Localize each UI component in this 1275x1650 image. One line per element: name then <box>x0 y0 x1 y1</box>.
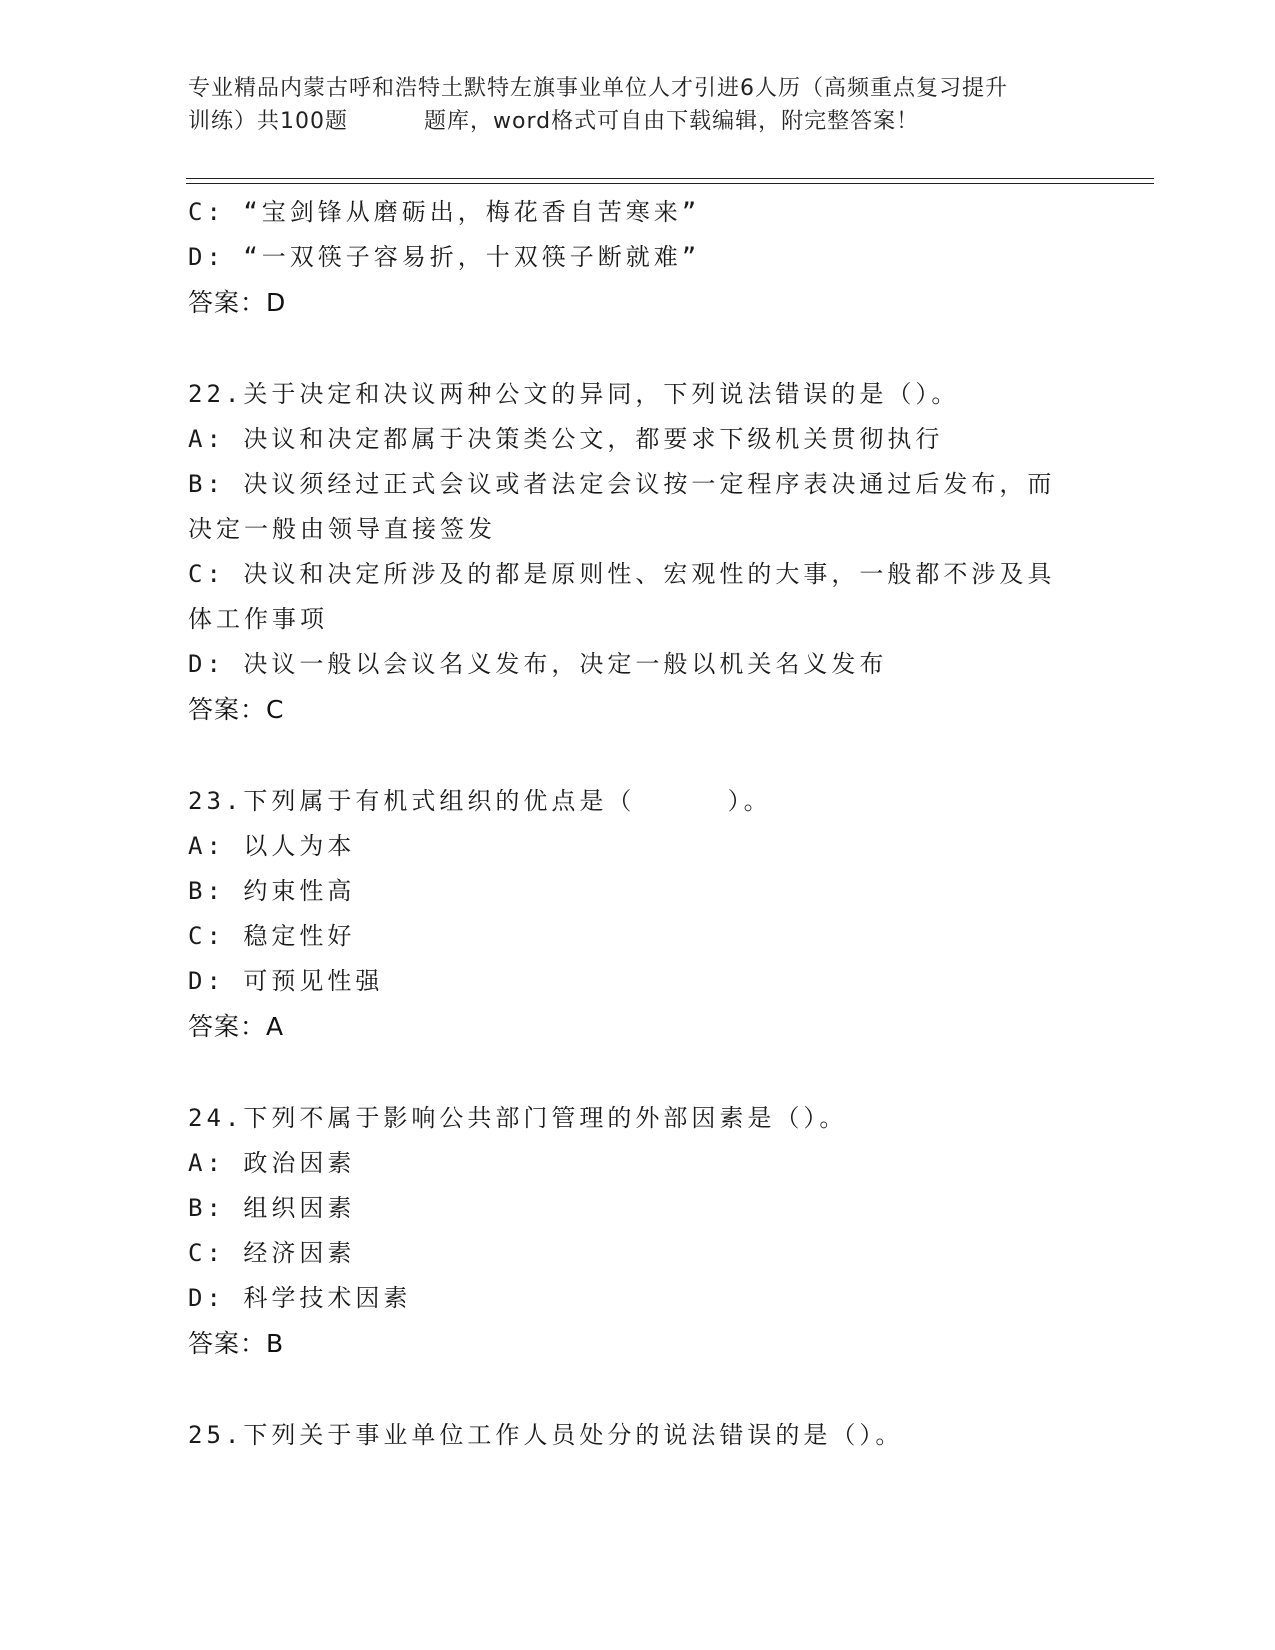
question-21-continued <box>188 190 1088 326</box>
option-c: C: 稳定性好 <box>188 922 356 950</box>
document-body <box>188 190 1088 1458</box>
question-stem: 24.下列不属于影响公共部门管理的外部因素是（）。 <box>188 1104 848 1132</box>
option-c: C: “宝剑锋从磨砺出，梅花香自苦寒来” <box>188 198 701 226</box>
option-d: D: 科学技术因素 <box>188 1284 412 1312</box>
option-c-continued: 体工作事项 <box>188 605 328 633</box>
header-title-line-2 <box>188 105 1088 138</box>
answer-line: 答案：A <box>188 1012 285 1041</box>
option-d: D: 可预见性强 <box>188 967 384 995</box>
header-divider-top <box>186 178 1154 179</box>
option-a: A: 政治因素 <box>188 1149 356 1177</box>
question-25 <box>188 1413 1088 1458</box>
option-b: B: 约束性高 <box>188 877 356 905</box>
question-stem: 23.下列属于有机式组织的优点是（ ）。 <box>188 787 772 815</box>
question-22 <box>188 372 1088 733</box>
header-title-line-2-left: 训练）共100题 <box>188 109 348 134</box>
question-24 <box>188 1096 1088 1367</box>
option-c: C: 经济因素 <box>188 1239 356 1267</box>
header-divider-bottom <box>186 183 1154 184</box>
page-header <box>188 72 1088 138</box>
option-b: B: 决议须经过正式会议或者法定会议按一定程序表决通过后发布，而 <box>188 470 1056 498</box>
answer-line: 答案：D <box>188 288 287 317</box>
answer-line: 答案：C <box>188 695 285 724</box>
question-stem: 22.关于决定和决议两种公文的异同，下列说法错误的是（）。 <box>188 380 960 408</box>
option-d: D: “一双筷子容易折，十双筷子断就难” <box>188 243 701 271</box>
option-a: A: 以人为本 <box>188 832 356 860</box>
option-d: D: 决议一般以会议名义发布，决定一般以机关名义发布 <box>188 650 888 678</box>
option-a: A: 决议和决定都属于决策类公文，都要求下级机关贯彻执行 <box>188 425 944 453</box>
question-stem: 25.下列关于事业单位工作人员处分的说法错误的是（）。 <box>188 1421 904 1449</box>
option-c: C: 决议和决定所涉及的都是原则性、宏观性的大事，一般都不涉及具 <box>188 560 1056 588</box>
option-b: B: 组织因素 <box>188 1194 356 1222</box>
option-b-continued: 决定一般由领导直接签发 <box>188 515 496 543</box>
header-title-line-1: 专业精品内蒙古呼和浩特土默特左旗事业单位人才引进6人历（高频重点复习提升 <box>188 76 1008 101</box>
header-title-line-2-right: 题库，word格式可自由下载编辑，附完整答案！ <box>424 109 920 134</box>
answer-line: 答案：B <box>188 1329 285 1358</box>
question-23 <box>188 779 1088 1050</box>
